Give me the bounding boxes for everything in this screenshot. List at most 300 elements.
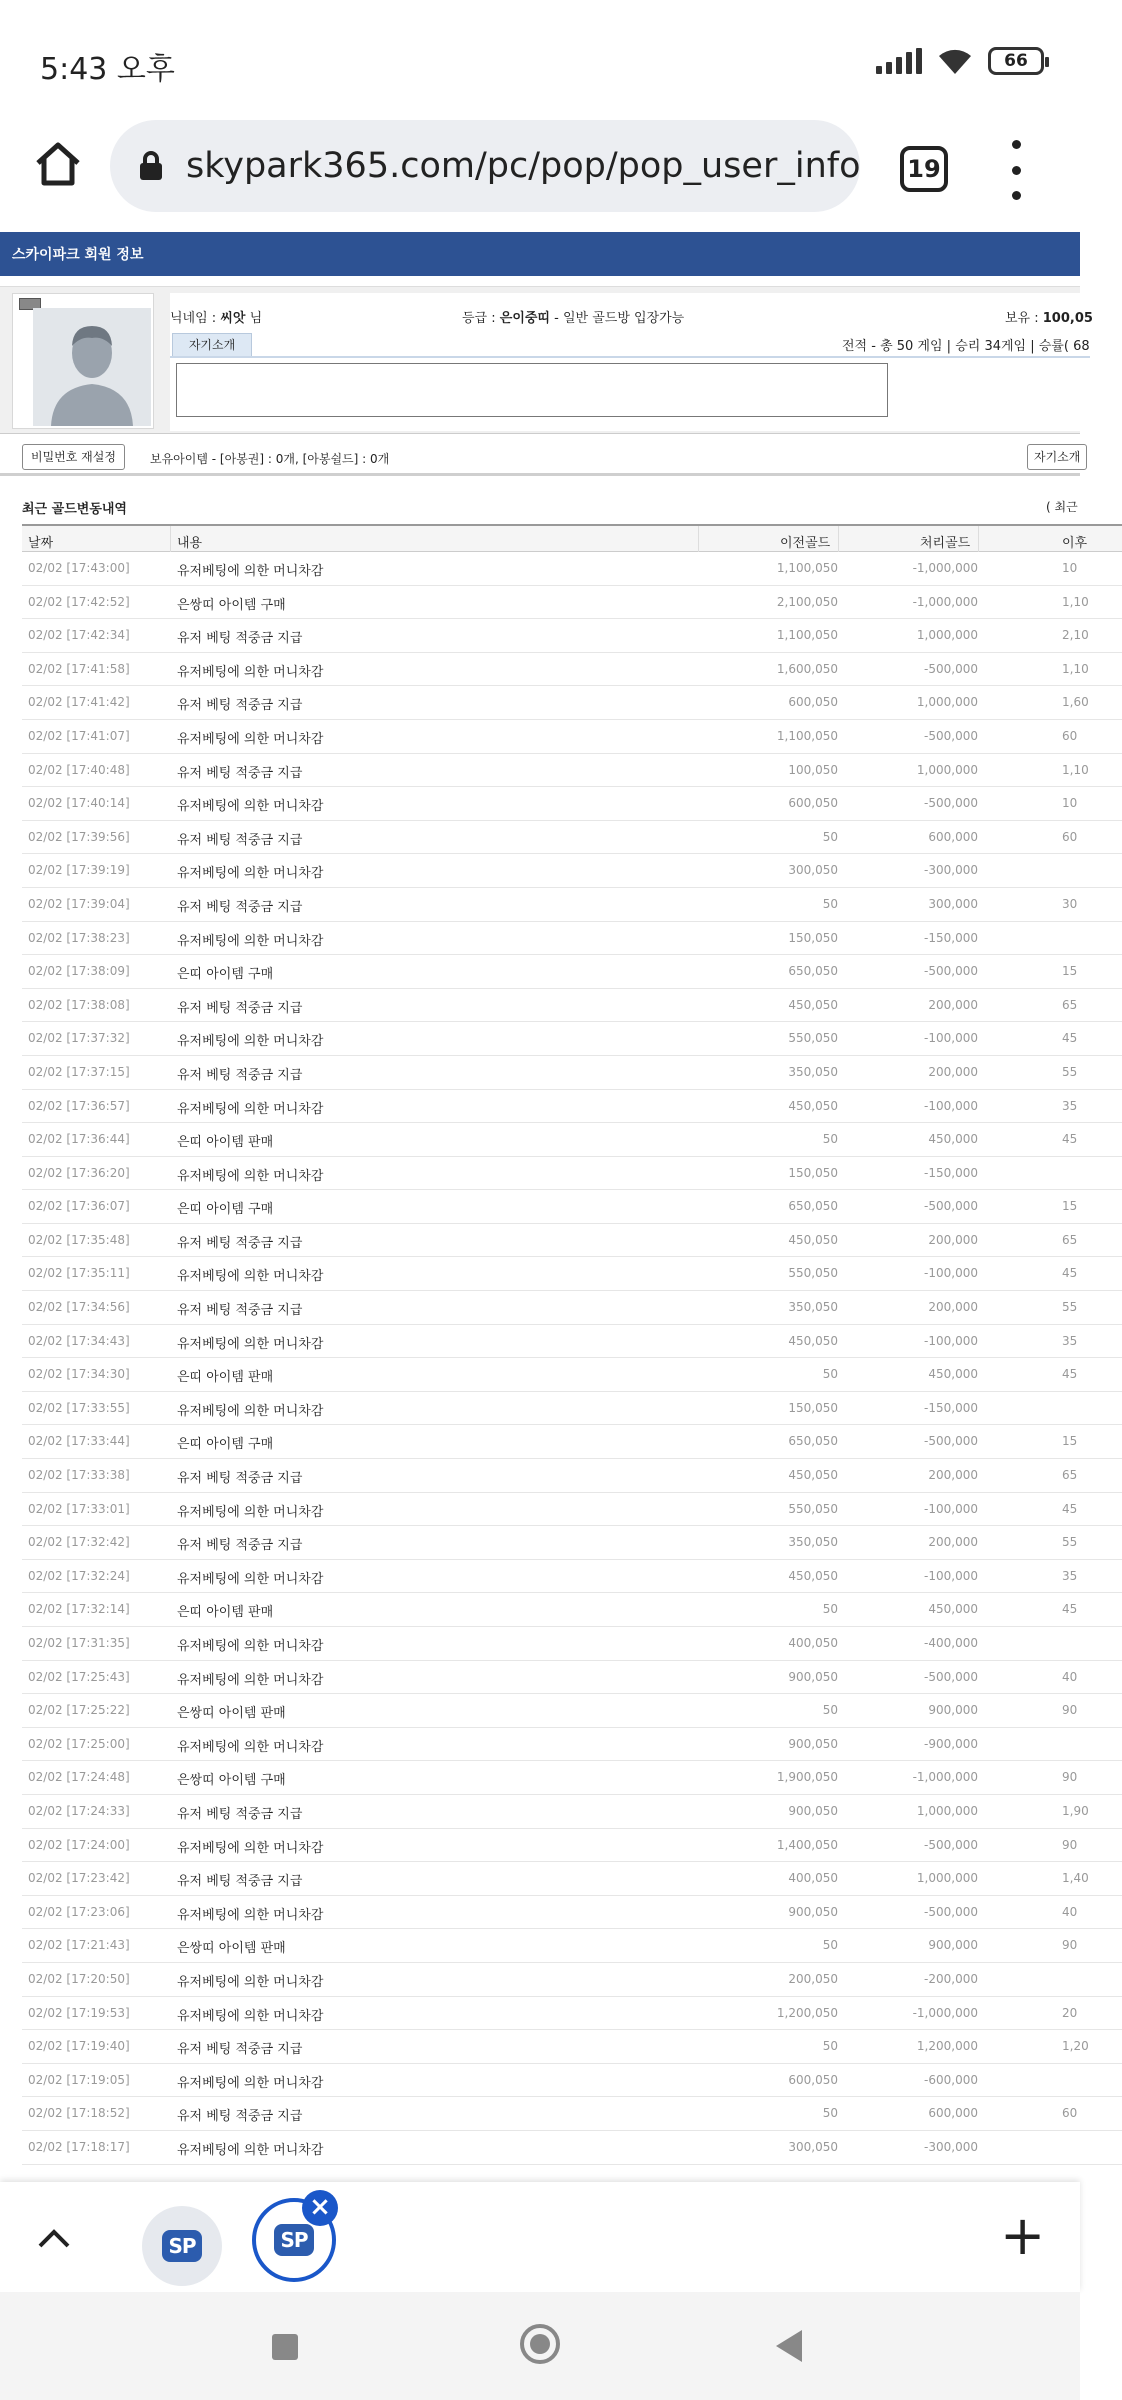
table-row xyxy=(22,1795,1122,1829)
cell-processed-gold: -100,000 xyxy=(924,1266,978,1281)
table-body xyxy=(22,552,1122,2165)
cell-after-gold: 15 xyxy=(1062,1434,1078,1449)
cell-prev-gold: 650,050 xyxy=(788,1434,838,1449)
table-row xyxy=(22,1425,1122,1459)
cell-date: 02/02 [17:37:32] xyxy=(28,1031,130,1046)
table-row xyxy=(22,653,1122,687)
cell-prev-gold: 350,050 xyxy=(788,1535,838,1550)
cell-processed-gold: -1,000,000 xyxy=(912,594,978,609)
cell-processed-gold: -500,000 xyxy=(924,728,978,743)
table-row xyxy=(22,754,1122,788)
table-row xyxy=(22,686,1122,720)
cell-processed-gold: 200,000 xyxy=(928,1232,978,1247)
table-row xyxy=(22,1090,1122,1124)
cell-date: 02/02 [17:41:58] xyxy=(28,661,130,676)
cell-prev-gold: 650,050 xyxy=(788,1199,838,1214)
cell-processed-gold: 900,000 xyxy=(928,1703,978,1718)
cell-prev-gold: 300,050 xyxy=(788,2139,838,2154)
table-row xyxy=(22,1896,1122,1930)
cell-processed-gold: 300,000 xyxy=(928,896,978,911)
cell-prev-gold: 50 xyxy=(822,2106,838,2121)
cell-processed-gold: -500,000 xyxy=(924,1434,978,1449)
table-row xyxy=(22,1829,1122,1863)
new-tab-icon[interactable]: + xyxy=(1000,2204,1046,2267)
cell-date: 02/02 [17:34:43] xyxy=(28,1333,130,1348)
cell-after-gold: 1,20 xyxy=(1062,2039,1089,2054)
cell-processed-gold: -500,000 xyxy=(924,1199,978,1214)
cell-processed-gold: -500,000 xyxy=(924,1904,978,1919)
profile-panel xyxy=(0,286,1093,434)
cell-prev-gold: 600,050 xyxy=(788,2072,838,2087)
cell-processed-gold: -100,000 xyxy=(924,1568,978,1583)
more-menu-icon[interactable] xyxy=(1000,140,1032,200)
cell-processed-gold: -600,000 xyxy=(924,2072,978,2087)
cell-after-gold: 60 xyxy=(1062,829,1078,844)
cell-prev-gold: 150,050 xyxy=(788,1165,838,1180)
home-button[interactable] xyxy=(28,134,88,194)
cell-date: 02/02 [17:19:53] xyxy=(28,2005,130,2020)
cell-desc: 은쌍띠 아이템 판매 xyxy=(177,1941,286,1957)
cell-date: 02/02 [17:43:00] xyxy=(28,561,130,575)
table-row xyxy=(22,1224,1122,1258)
cell-desc: 유저 베팅 적중금 지급 xyxy=(177,1471,303,1487)
cell-processed-gold: 600,000 xyxy=(928,2106,978,2121)
table-row xyxy=(22,2097,1122,2131)
cell-after-gold: 90 xyxy=(1062,1837,1078,1852)
browser-toolbar xyxy=(0,110,1080,232)
cell-processed-gold: 1,200,000 xyxy=(916,2039,978,2054)
table-row xyxy=(22,552,1122,586)
cell-prev-gold: 450,050 xyxy=(788,1232,838,1247)
cell-prev-gold: 900,050 xyxy=(788,1803,838,1818)
cell-prev-gold: 600,050 xyxy=(788,695,838,710)
cell-prev-gold: 1,100,050 xyxy=(776,561,838,575)
cell-date: 02/02 [17:24:33] xyxy=(28,1803,130,1818)
cell-processed-gold: 1,000,000 xyxy=(916,1803,978,1818)
cell-prev-gold: 450,050 xyxy=(788,1333,838,1348)
table-row xyxy=(22,1190,1122,1224)
col-date: 날짜 xyxy=(28,536,54,551)
cell-desc: 유저 베팅 적중금 지급 xyxy=(177,832,303,848)
table-row xyxy=(22,2064,1122,2098)
table-row xyxy=(22,619,1122,653)
cell-date: 02/02 [17:33:55] xyxy=(28,1400,130,1415)
cell-prev-gold: 450,050 xyxy=(788,997,838,1012)
web-page xyxy=(0,232,1093,2182)
self-intro-field[interactable] xyxy=(176,363,888,417)
table-row xyxy=(22,1862,1122,1896)
password-reset-button[interactable]: 비밀번호 재설정 xyxy=(22,444,125,470)
game-record: 전적 - 총 50 게임 | 승리 34게임 | 승률( 68 xyxy=(842,339,1090,354)
cell-processed-gold: -500,000 xyxy=(924,661,978,676)
sp-logo-icon: SP xyxy=(274,2224,313,2256)
cell-desc: 유저베팅에 의한 머니차감 xyxy=(177,1269,324,1285)
avatar xyxy=(12,293,154,429)
cell-desc: 유저 베팅 적중금 지급 xyxy=(177,1538,303,1554)
cell-processed-gold: 1,000,000 xyxy=(916,695,978,710)
table-header xyxy=(22,524,1122,552)
table-row xyxy=(22,1291,1122,1325)
cell-date: 02/02 [17:25:22] xyxy=(28,1703,130,1718)
profile-info xyxy=(170,293,1093,431)
cell-after-gold: 90 xyxy=(1062,1938,1078,1953)
chevron-up-icon[interactable] xyxy=(30,2214,78,2262)
cell-prev-gold: 550,050 xyxy=(788,1501,838,1516)
page-title: 스카이파크 회원 정보 xyxy=(0,232,1080,276)
cell-after-gold: 55 xyxy=(1062,1064,1078,1079)
cell-processed-gold: -150,000 xyxy=(924,1400,978,1415)
cell-after-gold: 1,40 xyxy=(1062,1871,1089,1886)
cell-date: 02/02 [17:36:20] xyxy=(28,1165,130,1180)
cell-prev-gold: 50 xyxy=(822,1938,838,1953)
table-row xyxy=(22,1661,1122,1695)
table-row xyxy=(22,1593,1122,1627)
table-row xyxy=(22,1627,1122,1661)
cell-prev-gold: 350,050 xyxy=(788,1300,838,1315)
cell-after-gold: 10 xyxy=(1062,796,1078,811)
cell-date: 02/02 [17:23:42] xyxy=(28,1871,130,1886)
col-after: 이후 xyxy=(1062,536,1088,551)
cell-desc: 유저베팅에 의한 머니차감 xyxy=(177,2075,324,2091)
cell-processed-gold: 200,000 xyxy=(928,1300,978,1315)
cell-desc: 유저베팅에 의한 머니차감 xyxy=(177,933,324,949)
table-row xyxy=(22,1728,1122,1762)
cell-processed-gold: -900,000 xyxy=(924,1736,978,1751)
home-nav-icon[interactable] xyxy=(520,2324,560,2364)
wifi-icon xyxy=(936,46,974,76)
cell-prev-gold: 150,050 xyxy=(788,930,838,945)
cell-after-gold: 45 xyxy=(1062,1266,1078,1281)
table-row xyxy=(22,1325,1122,1359)
cell-after-gold: 45 xyxy=(1062,1501,1078,1516)
cell-prev-gold: 450,050 xyxy=(788,1468,838,1483)
table-row xyxy=(22,1022,1122,1056)
owned-items: 보유아이템 - [아봉권] : 0개, [아봉쉴드] : 0개 xyxy=(150,452,390,466)
cell-date: 02/02 [17:25:00] xyxy=(28,1736,130,1751)
tab-switcher-button[interactable]: 19 xyxy=(900,146,948,192)
cell-processed-gold: -150,000 xyxy=(924,930,978,945)
cell-date: 02/02 [17:37:15] xyxy=(28,1064,130,1079)
cell-after-gold: 60 xyxy=(1062,728,1078,743)
cell-desc: 유저베팅에 의한 머니차감 xyxy=(177,1840,324,1856)
cell-after-gold: 35 xyxy=(1062,1568,1078,1583)
cell-date: 02/02 [17:41:07] xyxy=(28,728,130,743)
cell-desc: 유저 베팅 적중금 지급 xyxy=(177,899,303,915)
cell-date: 02/02 [17:40:14] xyxy=(28,796,130,811)
cell-date: 02/02 [17:19:05] xyxy=(28,2072,130,2087)
cell-desc: 유저베팅에 의한 머니차감 xyxy=(177,564,324,579)
cell-after-gold: 1,90 xyxy=(1062,1803,1089,1818)
table-row xyxy=(22,787,1122,821)
cell-after-gold: 1,10 xyxy=(1062,661,1089,676)
cell-desc: 은띠 아이템 구매 xyxy=(177,967,274,983)
cell-after-gold: 55 xyxy=(1062,1535,1078,1550)
cell-after-gold: 45 xyxy=(1062,1031,1078,1046)
table-row xyxy=(22,1493,1122,1527)
cell-desc: 유저베팅에 의한 머니차감 xyxy=(177,866,324,882)
cell-date: 02/02 [17:31:35] xyxy=(28,1636,130,1650)
cell-date: 02/02 [17:36:57] xyxy=(28,1098,130,1113)
cell-prev-gold: 1,900,050 xyxy=(776,1770,838,1785)
tab-thumbnail[interactable] xyxy=(142,2206,222,2286)
recents-icon[interactable] xyxy=(272,2334,298,2360)
cell-processed-gold: 200,000 xyxy=(928,1535,978,1550)
table-row xyxy=(22,989,1122,1023)
cell-date: 02/02 [17:32:14] xyxy=(28,1602,130,1617)
back-icon[interactable] xyxy=(776,2330,802,2362)
home-icon xyxy=(34,141,82,187)
table-row xyxy=(22,2131,1122,2165)
cell-processed-gold: -500,000 xyxy=(924,964,978,979)
action-bar xyxy=(0,440,1080,476)
cell-date: 02/02 [17:32:24] xyxy=(28,1568,130,1583)
cell-after-gold: 1,10 xyxy=(1062,594,1089,609)
table-row xyxy=(22,1929,1122,1963)
cell-date: 02/02 [17:35:48] xyxy=(28,1232,130,1247)
table-row xyxy=(22,1123,1122,1157)
cell-desc: 유저베팅에 의한 머니차감 xyxy=(177,799,324,815)
cell-desc: 유저베팅에 의한 머니차감 xyxy=(177,1571,324,1587)
cell-processed-gold: -150,000 xyxy=(924,1165,978,1180)
cell-after-gold: 45 xyxy=(1062,1602,1078,1617)
cell-desc: 은띠 아이템 판매 xyxy=(177,1605,274,1621)
cell-desc: 유저베팅에 의한 머니차감 xyxy=(177,1672,324,1688)
table-row xyxy=(22,1761,1122,1795)
table-row xyxy=(22,1997,1122,2031)
cell-desc: 유저 베팅 적중금 지급 xyxy=(177,1874,303,1890)
cell-prev-gold: 400,050 xyxy=(788,1636,838,1650)
status-bar xyxy=(0,0,1080,110)
cell-prev-gold: 1,100,050 xyxy=(776,728,838,743)
cell-after-gold: 90 xyxy=(1062,1770,1078,1785)
cell-desc: 유저 베팅 적중금 지급 xyxy=(177,2042,303,2058)
table-row xyxy=(22,854,1122,888)
avatar-image xyxy=(33,308,151,426)
cell-after-gold: 65 xyxy=(1062,1468,1078,1483)
col-proc: 처리골드 xyxy=(920,536,971,551)
cell-desc: 유저 베팅 적중금 지급 xyxy=(177,1303,303,1319)
cell-prev-gold: 1,600,050 xyxy=(776,661,838,676)
cell-prev-gold: 900,050 xyxy=(788,1904,838,1919)
cell-processed-gold: 450,000 xyxy=(928,1132,978,1147)
cell-prev-gold: 50 xyxy=(822,1602,838,1617)
address-bar[interactable] xyxy=(110,120,860,212)
table-row xyxy=(22,1694,1122,1728)
cell-desc: 은쌍띠 아이템 구매 xyxy=(177,597,286,613)
grade: 등급 : 은이중띠 - 일반 골드방 입장가능 xyxy=(462,311,685,326)
cell-date: 02/02 [17:39:56] xyxy=(28,829,130,844)
cell-after-gold: 30 xyxy=(1062,896,1078,911)
cell-after-gold: 10 xyxy=(1062,561,1078,575)
cell-prev-gold: 100,050 xyxy=(788,762,838,777)
cell-processed-gold: -300,000 xyxy=(924,2139,978,2154)
cell-processed-gold: -1,000,000 xyxy=(912,561,978,575)
cell-date: 02/02 [17:18:52] xyxy=(28,2106,130,2121)
cell-date: 02/02 [17:19:40] xyxy=(28,2039,130,2054)
cell-processed-gold: 450,000 xyxy=(928,1367,978,1382)
cell-processed-gold: 200,000 xyxy=(928,1064,978,1079)
cell-prev-gold: 1,400,050 xyxy=(776,1837,838,1852)
cell-processed-gold: -100,000 xyxy=(924,1098,978,1113)
cell-prev-gold: 550,050 xyxy=(788,1266,838,1281)
url-text: skypark365.com/pc/pop/pop_user_info xyxy=(186,146,861,186)
cell-prev-gold: 50 xyxy=(822,2039,838,2054)
cell-date: 02/02 [17:24:00] xyxy=(28,1837,130,1852)
table-row xyxy=(22,1963,1122,1997)
cell-date: 02/02 [17:38:23] xyxy=(28,930,130,945)
status-time: 5:43 오후 xyxy=(40,52,175,87)
cell-desc: 유저베팅에 의한 머니차감 xyxy=(177,731,324,747)
cell-processed-gold: -100,000 xyxy=(924,1501,978,1516)
cell-processed-gold: -200,000 xyxy=(924,1971,978,1986)
table-row xyxy=(22,586,1122,620)
status-icons xyxy=(876,46,1044,76)
cell-desc: 유저 베팅 적중금 지급 xyxy=(177,765,303,781)
cell-after-gold: 45 xyxy=(1062,1132,1078,1147)
cell-desc: 유저 베팅 적중금 지급 xyxy=(177,698,303,714)
col-desc: 내용 xyxy=(177,536,203,551)
cell-desc: 은쌍띠 아이템 판매 xyxy=(177,1706,286,1722)
cell-date: 02/02 [17:20:50] xyxy=(28,1971,130,1986)
cell-processed-gold: -300,000 xyxy=(924,863,978,878)
cell-prev-gold: 650,050 xyxy=(788,964,838,979)
table-row xyxy=(22,1157,1122,1191)
lock-icon xyxy=(138,150,164,182)
cell-after-gold: 2,10 xyxy=(1062,628,1089,643)
cell-prev-gold: 50 xyxy=(822,896,838,911)
cell-after-gold: 65 xyxy=(1062,1232,1078,1247)
cell-prev-gold: 1,100,050 xyxy=(776,628,838,643)
cell-prev-gold: 150,050 xyxy=(788,1400,838,1415)
cell-after-gold: 1,10 xyxy=(1062,762,1089,777)
cell-desc: 유저베팅에 의한 머니차감 xyxy=(177,2142,324,2158)
cell-desc: 유저베팅에 의한 머니차감 xyxy=(177,1403,324,1419)
table-row xyxy=(22,1358,1122,1392)
cell-desc: 은쌍띠 아이템 구매 xyxy=(177,1773,286,1789)
cell-date: 02/02 [17:42:52] xyxy=(28,594,130,609)
table-row xyxy=(22,1526,1122,1560)
cell-date: 02/02 [17:42:34] xyxy=(28,628,130,643)
cell-prev-gold: 350,050 xyxy=(788,1064,838,1079)
system-nav-bar xyxy=(0,2292,1080,2400)
cell-after-gold: 15 xyxy=(1062,1199,1078,1214)
tab-self-intro[interactable]: 자기소개 xyxy=(172,333,252,357)
battery-icon: 66 xyxy=(988,47,1044,75)
table-row xyxy=(22,1257,1122,1291)
cell-desc: 유저베팅에 의한 머니차감 xyxy=(177,2008,324,2024)
tab-strip xyxy=(0,2182,1080,2292)
cell-after-gold: 40 xyxy=(1062,1669,1078,1684)
cell-desc: 유저베팅에 의한 머니차감 xyxy=(177,1168,324,1184)
close-icon[interactable]: × xyxy=(302,2190,338,2226)
cell-date: 02/02 [17:39:19] xyxy=(28,863,130,878)
cell-prev-gold: 450,050 xyxy=(788,1098,838,1113)
cell-prev-gold: 450,050 xyxy=(788,1568,838,1583)
cell-desc: 유저베팅에 의한 머니차감 xyxy=(177,1907,324,1923)
cell-prev-gold: 50 xyxy=(822,1367,838,1382)
cell-processed-gold: -100,000 xyxy=(924,1333,978,1348)
cell-desc: 유저 베팅 적중금 지급 xyxy=(177,2109,303,2125)
cell-after-gold: 35 xyxy=(1062,1098,1078,1113)
cell-desc: 유저 베팅 적중금 지급 xyxy=(177,1067,303,1083)
cell-processed-gold: 900,000 xyxy=(928,1938,978,1953)
cell-processed-gold: 1,000,000 xyxy=(916,1871,978,1886)
cell-date: 02/02 [17:41:42] xyxy=(28,695,130,710)
cell-date: 02/02 [17:34:30] xyxy=(28,1367,130,1382)
table-row xyxy=(22,1560,1122,1594)
cell-date: 02/02 [17:21:43] xyxy=(28,1938,130,1953)
cell-date: 02/02 [17:25:43] xyxy=(28,1669,130,1684)
self-intro-button[interactable]: 자기소개 xyxy=(1027,444,1087,470)
cell-processed-gold: 1,000,000 xyxy=(916,628,978,643)
cell-desc: 유저베팅에 의한 머니차감 xyxy=(177,1034,324,1050)
owned-gold: 보유 : 100,05 xyxy=(1005,311,1093,326)
cell-desc: 은띠 아이템 판매 xyxy=(177,1370,274,1386)
cell-after-gold: 1,60 xyxy=(1062,695,1089,710)
cell-desc: 유저베팅에 의한 머니차감 xyxy=(177,1739,324,1755)
cell-after-gold: 20 xyxy=(1062,2005,1078,2020)
cell-prev-gold: 900,050 xyxy=(788,1736,838,1751)
cell-processed-gold: -500,000 xyxy=(924,1669,978,1684)
cell-date: 02/02 [17:36:44] xyxy=(28,1132,130,1147)
cell-prev-gold: 550,050 xyxy=(788,1031,838,1046)
cell-after-gold: 35 xyxy=(1062,1333,1078,1348)
cell-prev-gold: 900,050 xyxy=(788,1669,838,1684)
cell-desc: 유저 베팅 적중금 지급 xyxy=(177,1235,303,1251)
cell-desc: 유저 베팅 적중금 지급 xyxy=(177,631,303,647)
cell-processed-gold: 1,000,000 xyxy=(916,762,978,777)
cell-processed-gold: -1,000,000 xyxy=(912,1770,978,1785)
cell-processed-gold: -500,000 xyxy=(924,1837,978,1852)
cell-date: 02/02 [17:33:01] xyxy=(28,1501,130,1516)
cell-desc: 유저베팅에 의한 머니차감 xyxy=(177,1101,324,1117)
cell-date: 02/02 [17:36:07] xyxy=(28,1199,130,1214)
table-row xyxy=(22,1392,1122,1426)
divider xyxy=(170,356,1090,358)
sp-logo-icon: SP xyxy=(162,2230,201,2262)
cell-processed-gold: -100,000 xyxy=(924,1031,978,1046)
cell-date: 02/02 [17:33:38] xyxy=(28,1468,130,1483)
cell-after-gold: 55 xyxy=(1062,1300,1078,1315)
table-row xyxy=(22,955,1122,989)
cell-desc: 유저 베팅 적중금 지급 xyxy=(177,1806,303,1822)
cell-after-gold: 40 xyxy=(1062,1904,1078,1919)
cell-prev-gold: 400,050 xyxy=(788,1871,838,1886)
table-row xyxy=(22,1459,1122,1493)
table-row xyxy=(22,888,1122,922)
cell-date: 02/02 [17:35:11] xyxy=(28,1266,130,1281)
cell-desc: 은띠 아이템 구매 xyxy=(177,1437,274,1453)
cell-desc: 유저베팅에 의한 머니차감 xyxy=(177,1336,324,1352)
cell-desc: 유저베팅에 의한 머니차감 xyxy=(177,1504,324,1520)
history-note: ( 최근 xyxy=(1046,500,1078,514)
cell-after-gold: 15 xyxy=(1062,964,1078,979)
cell-prev-gold: 50 xyxy=(822,829,838,844)
cell-prev-gold: 600,050 xyxy=(788,796,838,811)
cell-date: 02/02 [17:34:56] xyxy=(28,1300,130,1315)
cell-date: 02/02 [17:40:48] xyxy=(28,762,130,777)
table-row xyxy=(22,720,1122,754)
cell-prev-gold: 2,100,050 xyxy=(776,594,838,609)
cell-after-gold: 65 xyxy=(1062,997,1078,1012)
signal-icon xyxy=(876,48,922,74)
cell-processed-gold: -500,000 xyxy=(924,796,978,811)
cell-desc: 은띠 아이템 판매 xyxy=(177,1135,274,1151)
cell-prev-gold: 50 xyxy=(822,1132,838,1147)
cell-date: 02/02 [17:38:08] xyxy=(28,997,130,1012)
cell-processed-gold: 200,000 xyxy=(928,1468,978,1483)
history-title: 최근 골드변동내역 xyxy=(22,502,127,517)
